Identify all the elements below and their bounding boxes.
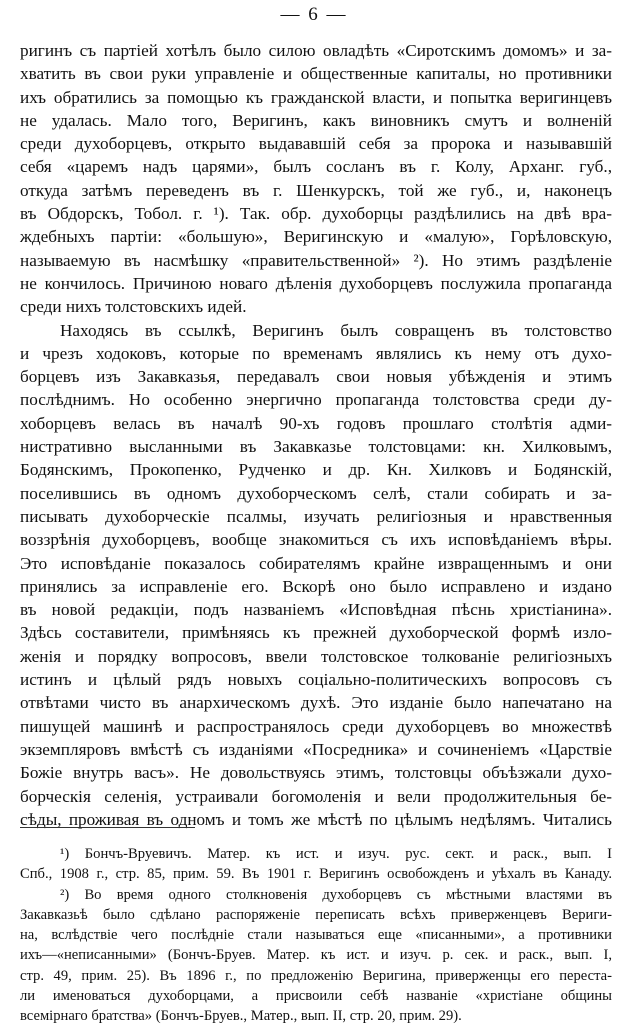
- text-line: экземпляровъ вмѣстѣ съ изданiями «Посредника» и сочиненiемъ «Царствiе: [20, 739, 612, 759]
- footnote-divider: [20, 827, 195, 828]
- footnote-line: ²) Во время одного столкновенiя духоборцевъ съ мѣстными властями въ: [60, 886, 612, 903]
- text-line: отвѣтами чисто въ анархическомъ духѣ. Это изданiе было напечатано на: [20, 693, 612, 713]
- text-line: послѣднимъ. Но особенно энергично пропаганда толстовства среди ду-: [20, 390, 612, 410]
- text-line: поселившись въ одномъ духоборческомъ селѣ, стали собирать и за-: [20, 483, 612, 503]
- text-line: и чрезъ ходоковъ, которые по временамъ являлись къ нему отъ духо-: [20, 343, 612, 363]
- text-line: Бодянскимъ, Прокопенко, Рудченко и др. Кн. Хилковъ и Бодянскiй,: [20, 460, 612, 480]
- text-line: сѣды, проживая въ одномъ и томъ же мѣстѣ по цѣлымъ недѣлямъ. Читались: [20, 809, 612, 829]
- text-line: въ Обдорскъ, Тобол. г. ¹). Так. обр. духоборцы раздѣлились на двѣ вра-: [20, 204, 612, 224]
- text-line: истинъ и цѣлый рядъ новыхъ соцiально-политическихъ вопросовъ съ: [20, 670, 612, 690]
- text-line: ригинъ съ партiей хотѣлъ было силою овладѣть «Сиротскимъ домомъ» и за-: [20, 41, 612, 60]
- text-line: пишущей машинѣ и распространялось среди духоборцевъ во множествѣ: [20, 716, 612, 736]
- text-line: принялись за исправленiе его. Вскорѣ оно было исправлено и издано: [20, 576, 612, 596]
- text-line: Здѣсь составители, примѣняясь къ прежней духоборческой формѣ изло-: [20, 623, 612, 643]
- text-line: Божiе внутрь васъ». Не довольствуясь этимъ, толстовцы объѣзжали духо-: [20, 763, 612, 783]
- text-line: ждебныхъ партiи: «большую», Веригинскую и «малую», Горѣловскую,: [20, 227, 612, 247]
- text-line: Это исповѣданiе показалось собирателямъ крайне извращеннымъ и они: [20, 553, 612, 573]
- body-text: [20, 39, 612, 831]
- text-line: въ новой редакцiи, подъ названiемъ «Исповѣдная пѣснь христiанина».: [20, 600, 612, 620]
- text-line: нистративно высланными въ Закавказье толстовцами: кн. Хилковымъ,: [20, 437, 612, 457]
- text-line: ихъ обратились за помощью къ гражданской власти, и попытка веригинцевъ: [20, 87, 612, 107]
- footnote-line: на, вслѣдствiе чего послѣднiе стали называться еще «писанными», а противники: [20, 927, 612, 944]
- text-line: не кончилось. Причиною новаго дѣленiя духоборцевъ послужила пропаганда: [20, 273, 612, 293]
- text-line: называемую въ насмѣшку «правительственной» ²). Но этимъ раздѣленiе: [20, 250, 612, 270]
- text-line: женiя и порядку вопросовъ, ввели толстовское толкованiе религiозныхъ: [20, 646, 612, 666]
- text-line: не удалась. Мало того, Веригинъ, какъ виновникъ смутъ и волненiй: [20, 110, 612, 130]
- footnote-line: ¹) Бончъ-Вруевичъ. Матер. къ ист. и изуч. рус. сект. и раск., вып. I: [60, 846, 612, 862]
- footnote-line: Спб., 1908 г., стр. 85, прим. 59. Въ 1901 г. Веригинъ освобожденъ и уѣхалъ въ Канаду.: [20, 866, 612, 883]
- text-line: борческiя селенiя, устраивали богомоленiя и вели продолжительныя бе-: [20, 786, 612, 806]
- paragraph-first-line: Находясь въ ссылкѣ, Веригинъ былъ совращенъ въ толстовство: [60, 320, 612, 340]
- text-line: писывать духоборческiе псалмы, изучать религiозныя и нравственныя: [20, 506, 612, 526]
- text-line: борцевъ изъ Закавказья, передавалъ свои новыя убѣжденiя и этимъ: [20, 367, 612, 387]
- footnote-line: стр. 49, прим. 25). Въ 1896 г., по предложенiю Веригина, приверженцы его переста-: [20, 967, 612, 984]
- text-line: среди духоборцевъ, открыто выдававшiй себя за пророка и называвшiй: [20, 134, 612, 154]
- footnotes: [20, 844, 612, 1027]
- text-line: себя «царемъ надъ царями», былъ сосланъ въ г. Колу, Арханг. губ.,: [20, 157, 612, 177]
- paragraph-last-line: среди нихъ толстовскихъ идей.: [20, 297, 247, 317]
- footnote-line: ихъ—«неписанными» (Бончъ-Бруев. Матер. къ ист. и изуч. р. сек. и раск., вып. I,: [20, 947, 612, 964]
- text-line: воззрѣнiя духоборцевъ, вообще знакомиться съ ихъ исповѣданiемъ вѣры.: [20, 530, 612, 550]
- text-line: хоборцевъ велась въ началѣ 90-хъ годовъ прошлаго столѣтiя адми-: [20, 413, 612, 433]
- footnote-line: ли именоваться духоборцами, а присвоили себѣ названiе «христiане общины: [20, 988, 612, 1005]
- text-line: откуда затѣмъ переведенъ въ г. Шенкурскъ, той же губ., и, наконецъ: [20, 180, 612, 200]
- page-number: — 6 —: [280, 4, 348, 25]
- text-line: хватить въ свои руки управленiе и общественные капиталы, но противники: [20, 64, 612, 84]
- footnote-line: всемiрнаго братства» (Бончъ-Бруев., Матер., вып. II, стр. 20, прим. 29).: [20, 1008, 462, 1025]
- footnote-line: Закавказьѣ было сдѣлано распоряженiе переписать всѣхъ приверженцевъ Вериги-: [20, 906, 612, 923]
